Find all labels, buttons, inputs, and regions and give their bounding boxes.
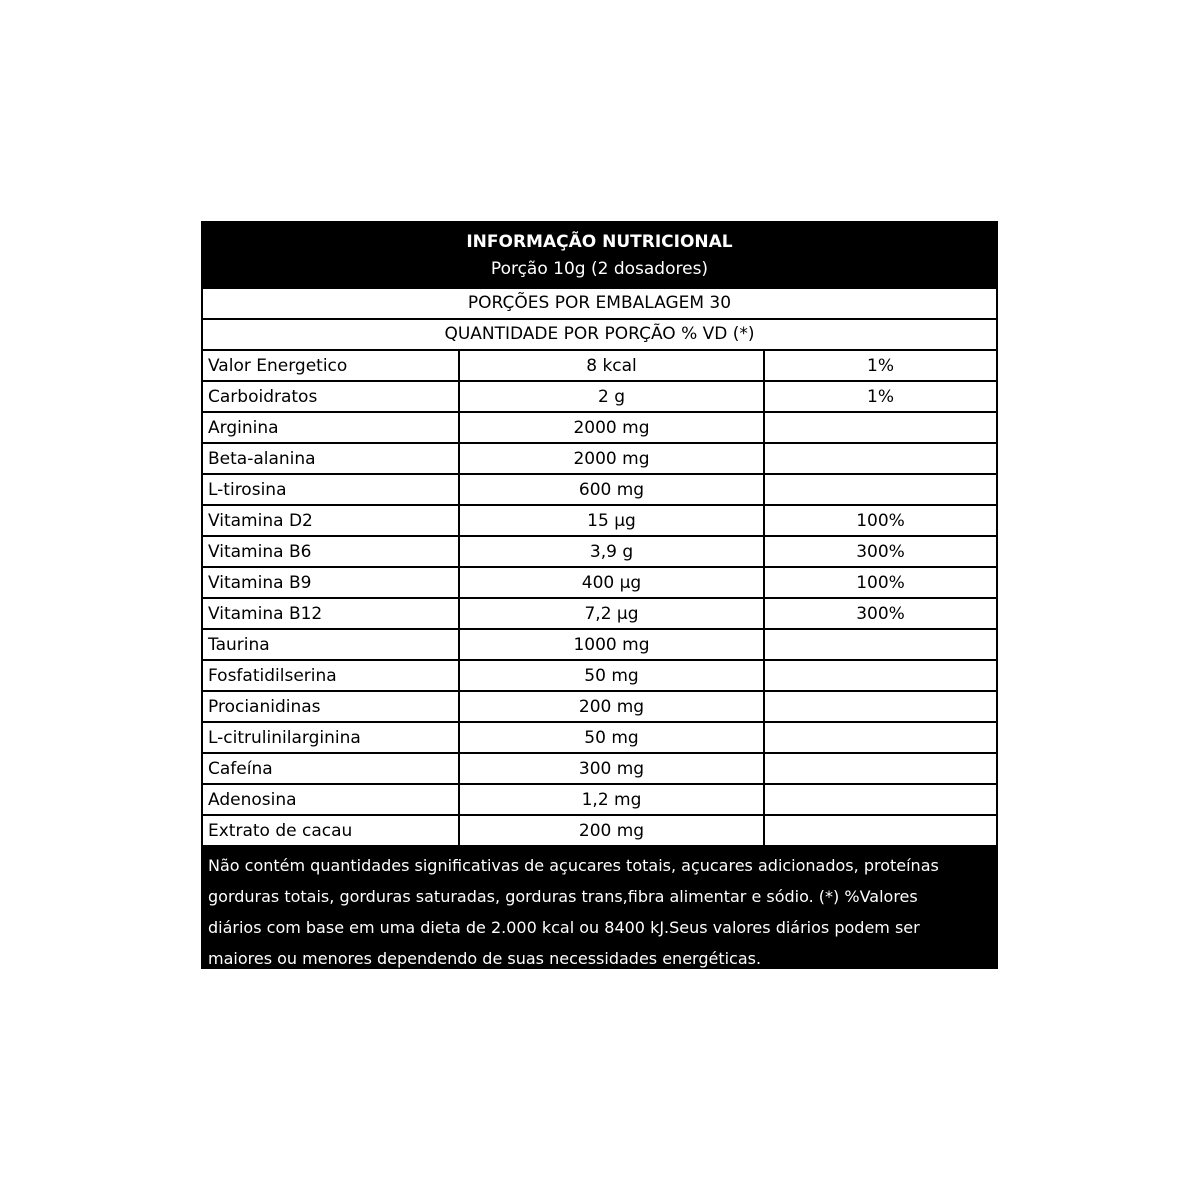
table-row [203,537,996,568]
footnote-line: maiores ou menores dependendo de suas necessidades energéticas. [208,949,762,968]
table-row [203,723,996,754]
nutrient-daily-value [765,444,996,475]
footnote-line: diários com base em uma dieta de 2.000 kcal ou 8400 kJ.Seus valores diários podem ser [208,918,920,937]
nutrient-daily-value: 300% [765,537,996,568]
nutrient-daily-value: 300% [765,599,996,630]
nutrient-quantity: 1000 mg [460,630,765,661]
nutrient-name: Vitamina B12 [203,599,460,630]
nutrient-daily-value [765,785,996,816]
nutrient-daily-value [765,754,996,785]
nutrient-name: Beta-alanina [203,444,460,475]
nutrient-quantity: 300 mg [460,754,765,785]
nutrient-name: Fosfatidilserina [203,661,460,692]
nutrient-daily-value [765,816,996,847]
nutrient-name: Taurina [203,630,460,661]
label-header [203,223,996,289]
nutrient-quantity: 8 kcal [460,351,765,382]
nutrient-daily-value: 1% [765,382,996,413]
nutrient-daily-value [765,475,996,506]
nutrient-daily-value: 100% [765,506,996,537]
servings-per-package: PORÇÕES POR EMBALAGEM 30 [203,289,996,318]
label-title: INFORMAÇÃO NUTRICIONAL [466,232,733,252]
nutrient-name: Cafeína [203,754,460,785]
nutrient-name: Vitamina B6 [203,537,460,568]
nutrient-daily-value [765,661,996,692]
footnote-line: gorduras totais, gorduras saturadas, gorduras trans,fibra alimentar e sódio. (*) %Valores [208,887,918,906]
amount-per-serving-header: QUANTIDADE POR PORÇÃO % VD (*) [203,320,996,349]
nutrient-name: Vitamina D2 [203,506,460,537]
table-row [203,661,996,692]
table-row [203,413,996,444]
table-row [203,816,996,847]
nutrient-quantity: 2000 mg [460,444,765,475]
nutrient-name: Adenosina [203,785,460,816]
footnote-line: Não contém quantidades significativas de açucares totais, açucares adicionados, proteínas [208,856,939,875]
table-row [203,351,996,382]
portion-size: Porção 10g (2 dosadores) [490,259,709,279]
nutrient-quantity: 2000 mg [460,413,765,444]
nutrient-quantity: 1,2 mg [460,785,765,816]
nutrient-daily-value [765,630,996,661]
table-row [203,506,996,537]
nutrient-quantity: 50 mg [460,661,765,692]
nutrient-name: Valor Energetico [203,351,460,382]
table-row [203,754,996,785]
nutrient-daily-value [765,692,996,723]
nutrient-quantity: 200 mg [460,692,765,723]
nutrient-daily-value: 100% [765,568,996,599]
nutrient-daily-value: 1% [765,351,996,382]
footnote [203,847,996,967]
nutrient-name: L-tirosina [203,475,460,506]
table-row [203,444,996,475]
nutrient-quantity: 2 g [460,382,765,413]
nutrient-quantity: 15 µg [460,506,765,537]
nutrient-daily-value [765,413,996,444]
nutrient-quantity: 600 mg [460,475,765,506]
table-row [203,599,996,630]
nutrient-name: Extrato de cacau [203,816,460,847]
nutrient-daily-value [765,723,996,754]
nutrient-name: Vitamina B9 [203,568,460,599]
nutrient-name: L-citrulinilarginina [203,723,460,754]
table-row [203,785,996,816]
nutrient-table [203,351,996,847]
nutrition-facts-label [201,221,998,969]
table-row [203,568,996,599]
table-row [203,630,996,661]
nutrient-quantity: 400 µg [460,568,765,599]
nutrient-name: Procianidinas [203,692,460,723]
nutrient-quantity: 200 mg [460,816,765,847]
nutrient-quantity: 50 mg [460,723,765,754]
table-row [203,475,996,506]
nutrient-name: Arginina [203,413,460,444]
table-row [203,692,996,723]
nutrient-quantity: 3,9 g [460,537,765,568]
nutrient-name: Carboidratos [203,382,460,413]
table-row [203,382,996,413]
nutrient-quantity: 7,2 µg [460,599,765,630]
